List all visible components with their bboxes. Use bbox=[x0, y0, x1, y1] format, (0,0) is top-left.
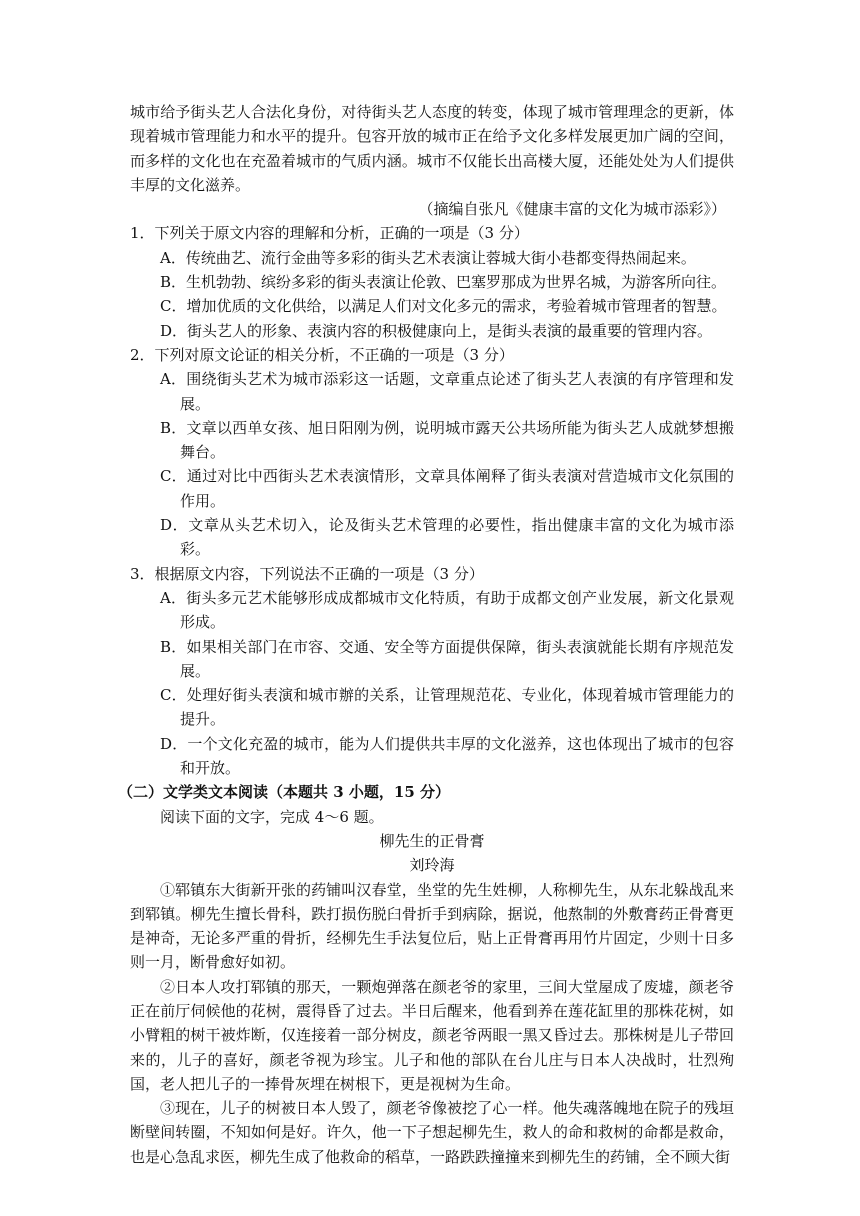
option-a: A．街头多元艺术能够形成成都城市文化特质，有助于成都文创产业发展，新文化景观形成。 bbox=[160, 588, 734, 632]
section-heading: （二）文学类文本阅读（本题共 3 小题，15 分） bbox=[118, 783, 450, 802]
question-stem: 2．下列对原文论证的相关分析，不正确的一项是（3 分） bbox=[130, 345, 514, 364]
option-a: A．传统曲艺、流行金曲等多彩的街头艺术表演让蓉城大街小巷都变得热闹起来。 bbox=[160, 248, 696, 267]
story-paragraph-2: ②日本人攻打郓镇的那天，一颗炮弹落在颜老爷的家里，三间大堂屋成了废墟，颜老爷正在前厅伺候他的花树，震得昏了过去。半日后醒来，他看到养在莲花缸里的那株花树，如小臂粗的树干被炸断，仅连接着一部分树皮，颜老爷两眼一黑又昏过去。那株树是儿子带回来的，儿子的喜好，颜老爷视为珍宝。儿子和他的部队在台儿庄与日本人决战时，壮烈殉国，老人把儿子的一捧骨灰埋在树根下，更是视树为生命。 bbox=[130, 977, 734, 1093]
question-1 bbox=[130, 221, 734, 342]
story-paragraph-1: ①郓镇东大街新开张的药铺叫汉春堂，坐堂的先生姓柳，人称柳先生，从东北躲战乱来到郓镇。柳先生擅长骨科，跌打损伤脱臼骨折手到病除，据说，他熬制的外敷膏药正骨膏更是神奇，无论多严重的骨折，经柳先生手法复位后，贴上正骨膏再用竹片固定，少则十日多则一月，断骨愈好如初。 bbox=[130, 880, 734, 972]
document-body bbox=[118, 100, 734, 1169]
source-citation: （摘编自张凡《健康丰富的文化为城市添彩》） bbox=[418, 200, 726, 219]
intro-paragraph: 城市给予街头艺人合法化身份，对待街头艺人态度的转变，体现了城市管理理念的更新，体现着城市管理能力和水平的提升。包容开放的城市正在给予文化多样发展更加广阔的空间，而多样的文化也在充盈着城市的气质内涵。城市不仅能长出高楼大厦，还能处处为人们提供丰厚的文化滋养。 bbox=[130, 103, 734, 194]
option-a: A．围绕街头艺术为城市添彩这一话题，文章重点论述了街头艺人表演的有序管理和发展。 bbox=[160, 370, 734, 413]
question-3 bbox=[130, 562, 734, 781]
option-c: C．处理好街头表演和城市辦的关系，让管理规范花、专业化，体现着城市管理能力的提升。 bbox=[160, 686, 734, 729]
option-d: D．文章从头艺术切入，论及街头艺术管理的必要性，指出健康丰富的文化为城市添彩。 bbox=[160, 516, 734, 559]
question-2 bbox=[130, 343, 734, 562]
question-stem: 3．根据原文内容，下列说法不正确的一项是（3 分） bbox=[130, 564, 484, 583]
option-c: C．通过对比中西街头艺术表演情形，文章具体阐释了街头表演对营造城市文化氛围的作用。 bbox=[160, 467, 734, 510]
story-paragraph-3: ③现在，儿子的树被日本人毁了，颜老爷像被挖了心一样。他失魂落魄地在院子的残垣断壁间转圈，不知如何是好。许久，他一下子想起柳先生，救人的命和救树的命都是救命，也是心急乱求医，柳先生成了他救命的稻草，一路跌跌撞撞来到柳先生的药铺，全不顾大街 bbox=[130, 1099, 734, 1166]
option-b: B．如果相关部门在市容、交通、安全等方面提供保障，街头表演就能长期有序规范发展。 bbox=[160, 637, 734, 680]
question-stem: 1．下列关于原文内容的理解和分析，正确的一项是（3 分） bbox=[130, 224, 529, 243]
option-b: B．生机勃勃、缤纷多彩的街头表演让伦敦、巴塞罗那成为世界名城，为游客所向往。 bbox=[160, 273, 727, 292]
instruction: 阅读下面的文字，完成 4～6 题。 bbox=[160, 807, 384, 826]
option-b: B．文章以西单女孩、旭日阳刚为例，说明城市露天公共场所能为街头艺人成就梦想搬舞台。 bbox=[160, 418, 734, 462]
option-d: D．一个文化充盈的城市，能为人们提供共丰厚的文化滋养，这也体现出了城市的包容和开放。 bbox=[160, 734, 734, 778]
option-d: D．街头艺人的形象、表演内容的积极健康向上，是街头表演的最重要的管理内容。 bbox=[160, 321, 713, 340]
story-author: 刘玲海 bbox=[409, 856, 455, 875]
option-c: C．增加优质的文化供给，以满足人们对文化多元的需求，考验着城市管理者的智慧。 bbox=[160, 297, 727, 316]
story-title: 柳先生的正骨膏 bbox=[379, 831, 485, 850]
